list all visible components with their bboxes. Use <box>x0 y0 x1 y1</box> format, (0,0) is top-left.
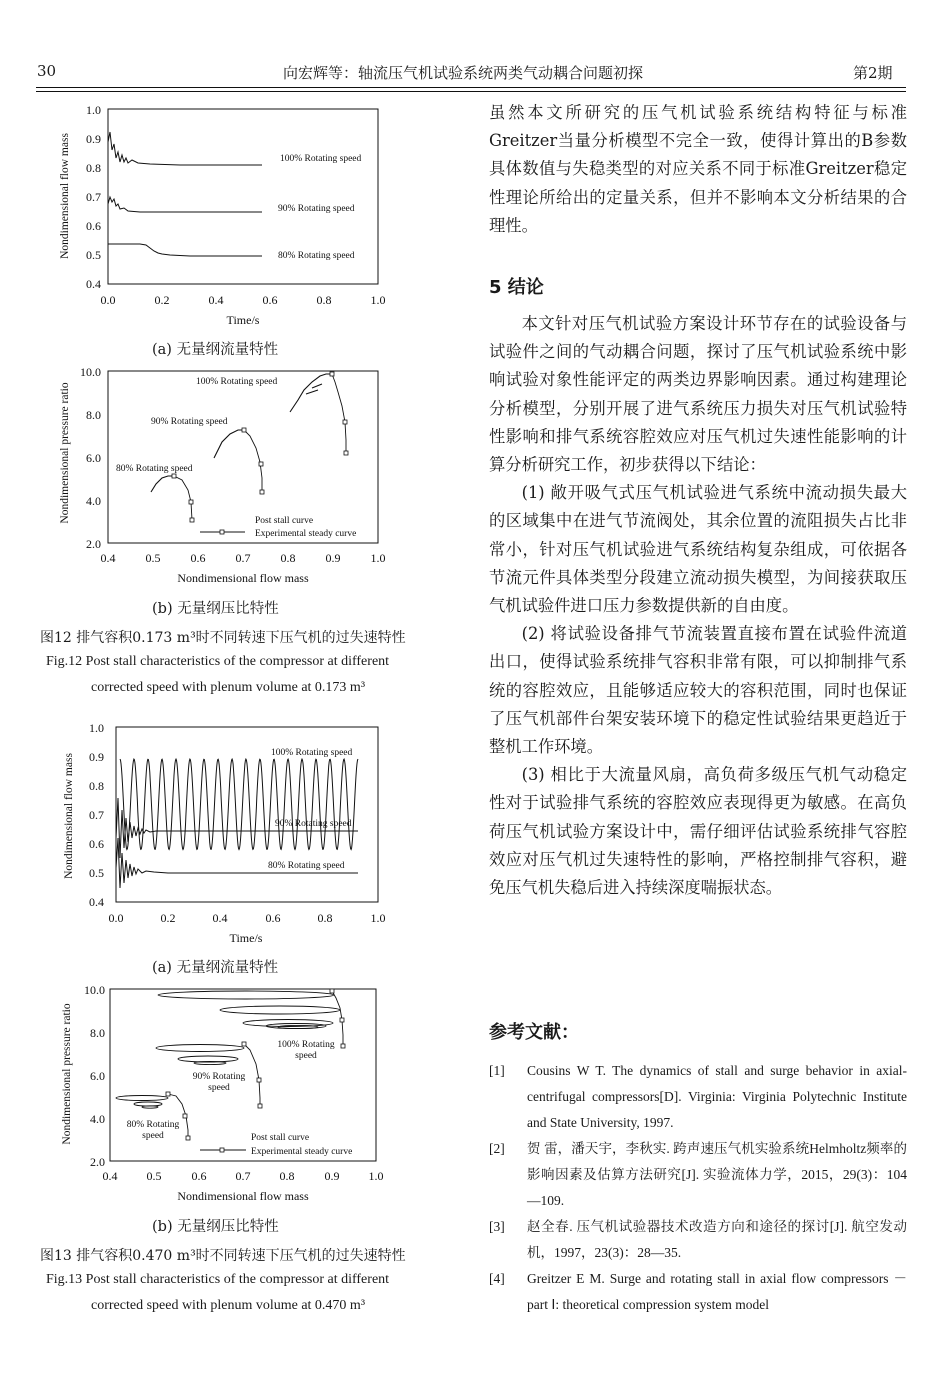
label-line: 100% Rotating <box>277 1040 335 1050</box>
fig12b-post-stall-90 <box>214 430 244 458</box>
fig13b-chart <box>58 980 403 1210</box>
fig13-caption-cn: 图13 排气容积0.470 m³时不同转速下压气机的过失速特性 <box>40 1248 406 1264</box>
y-tick-label: 0.9 <box>89 750 104 764</box>
y-tick-label: 6.0 <box>90 1069 105 1083</box>
fig12b-caption: (b) 无量纲压比特性 <box>152 601 279 617</box>
fig12a-label-100: 100% Rotating speed <box>280 154 362 164</box>
fig13b-yticks <box>84 983 105 1169</box>
fig13b-label-100 <box>277 1040 335 1061</box>
fig12b-plot-frame <box>108 371 378 543</box>
fig12b-chart <box>50 362 400 592</box>
references-title: 参考文献： <box>489 1022 579 1043</box>
fig12b-steady-markers-90 <box>242 428 264 494</box>
fig12b-legend <box>200 516 356 539</box>
y-tick-label: 0.8 <box>89 779 104 793</box>
fig13b-label-90 <box>193 1072 246 1093</box>
fig12b-label-100: 100% Rotating speed <box>196 377 278 387</box>
fig13-caption-en-2: corrected speed with plenum volume at 0.470 m³ <box>91 1298 366 1313</box>
fig13a-ylabel: Nondimensional flow mass <box>63 753 75 879</box>
fig13b-legend <box>200 1133 352 1157</box>
reference-text: 贺 雷，潘天宇，李秋实. 跨声速压气机实验系统Helmholtz频率的影响因素及估算方法研究[J]. 实验流体力学，2015，29(3)：104—109. <box>527 1141 907 1208</box>
fig12a-series-80 <box>108 244 262 256</box>
x-tick-label: 0.5 <box>145 551 161 565</box>
x-tick-label: 0.0 <box>100 293 116 307</box>
x-tick-label: 0.4 <box>212 911 228 925</box>
x-tick-label: 1.0 <box>368 1169 384 1183</box>
x-tick-label: 0.7 <box>235 1169 251 1183</box>
fig12-caption-en-1: Fig.12 Post stall characteristics of the compressor at different <box>46 654 390 669</box>
paragraph: (3) 相比于大流量风扇，高负荷多级压气机气动稳定性对于试验排气系统的容腔效应表现得更为敏感。在高负荷压气机试验方案设计中，需仔细评估试验系统排气容腔效应对压气机过失速特性的影响，严格控制排气容积，避免压气机失稳后进入持续深度喘振状态。 <box>489 765 907 898</box>
fig12b-label-80: 80% Rotating speed <box>116 464 193 474</box>
fig13b-xticks <box>103 1169 384 1183</box>
fig12a-caption: (a) 无量纲流量特性 <box>152 342 279 358</box>
x-tick-label: 0.8 <box>316 293 332 307</box>
x-tick-label: 0.6 <box>265 911 281 925</box>
label-line: 80% Rotating <box>126 1120 180 1130</box>
x-tick-label: 0.2 <box>160 911 176 925</box>
fig13a-chart <box>58 718 403 953</box>
paragraph: 虽然本文所研究的压气机试验系统结构特征与标准Greitzer当量分析模型不完全一致，使得计算出的B参数具体数值与失稳类型的对应关系不同于标准Greitzer稳定性理论所给出的定量关系，但并不影响本文分析结果的合理性。 <box>489 103 907 235</box>
fig13a-label-90: 90% Rotating speed <box>275 819 352 829</box>
fig12b-ylabel: Nondimensional pressure ratio <box>59 382 71 524</box>
y-tick-label: 4.0 <box>86 494 101 508</box>
x-tick-label: 0.6 <box>190 551 206 565</box>
paragraph: (1) 敞开吸气式压气机试验进气系统中流动损失最大的区域集中在进气节流阀处，其余位置的流阻损失占比非常小，针对压气机试验进气系统结构复杂组成，可依据各节流元件具体类型分段建立流动损失模型，为间接获取压气机试验件进口压力参数提供新的自由度。 <box>489 483 907 616</box>
y-tick-label: 0.7 <box>86 190 101 204</box>
y-tick-label: 0.8 <box>86 161 101 175</box>
y-tick-label: 8.0 <box>90 1026 105 1040</box>
x-tick-label: 0.7 <box>235 551 251 565</box>
fig12a-yticks <box>86 103 101 291</box>
x-tick-label: 0.5 <box>146 1169 162 1183</box>
y-tick-label: 0.5 <box>86 248 101 262</box>
fig13b-xlabel: Nondimensional flow mass <box>177 1189 309 1203</box>
x-tick-label: 0.9 <box>325 551 341 565</box>
x-tick-label: 1.0 <box>370 293 386 307</box>
fig13a-label-100: 100% Rotating speed <box>271 748 353 758</box>
running-title: 向宏辉等：轴流压气机试验系统两类气动耦合问题初探 <box>283 64 644 82</box>
fig12b-steady-90 <box>244 430 262 492</box>
y-tick-label: 10.0 <box>84 983 105 997</box>
fig13a-label-80: 80% Rotating speed <box>268 861 345 871</box>
header-rule <box>36 87 906 88</box>
x-tick-label: 0.0 <box>108 911 124 925</box>
fig12-caption-cn: 图12 排气容积0.173 m³时不同转速下压气机的过失速特性 <box>40 630 406 646</box>
fig13a-yticks <box>89 721 104 909</box>
y-tick-label: 0.6 <box>89 837 104 851</box>
fig13b-post-stall-90 <box>156 1045 244 1065</box>
y-tick-label: 0.6 <box>86 219 101 233</box>
x-tick-label: 0.8 <box>317 911 333 925</box>
y-tick-label: 6.0 <box>86 451 101 465</box>
label-line: speed <box>208 1083 230 1093</box>
fig12b-label-90: 90% Rotating speed <box>151 417 228 427</box>
fig12b-post-stall-80 <box>151 476 174 492</box>
paragraph: (2) 将试验设备排气节流装置直接布置在试验件流道出口，使得试验系统排气容积非常有限，可以抑制排气系统的容腔效应，且能够适应较大的容积范围，同时也保证了压气机部件台架安装环境下的稳定性试验结果更趋近于整机工作环境。 <box>489 624 907 757</box>
fig13a-series-100 <box>120 759 358 849</box>
reference-item <box>489 1058 907 1136</box>
reference-number: [2] <box>489 1141 505 1156</box>
fig12a-label-80: 80% Rotating speed <box>278 251 355 261</box>
fig13a-xlabel: Time/s <box>229 931 263 945</box>
x-tick-label: 0.6 <box>262 293 278 307</box>
fig13b-caption: (b) 无量纲压比特性 <box>152 1219 279 1235</box>
y-tick-label: 2.0 <box>90 1155 105 1169</box>
fig13b-label-80 <box>127 1120 180 1141</box>
y-tick-label: 1.0 <box>89 721 104 735</box>
fig12b-xticks <box>101 551 386 565</box>
reference-item <box>489 1266 907 1318</box>
intro-paragraph-block <box>489 99 907 240</box>
reference-number: [4] <box>489 1271 505 1286</box>
y-tick-label: 0.9 <box>86 132 101 146</box>
fig13b-post-stall-100 <box>158 991 340 1029</box>
label-line: 90% Rotating <box>192 1072 246 1082</box>
x-tick-label: 0.2 <box>154 293 170 307</box>
x-tick-label: 0.8 <box>279 1169 295 1183</box>
y-tick-label: 2.0 <box>86 537 101 551</box>
conclusion-body <box>489 310 907 902</box>
fig12-caption-en-2: corrected speed with plenum volume at 0.173 m³ <box>91 680 366 695</box>
fig12a-series-90 <box>108 197 262 212</box>
issue-number: 第2期 <box>853 64 893 82</box>
fig12b-post-stall-100 <box>290 374 330 412</box>
header-rule-thin <box>36 91 906 92</box>
reference-text: 赵全春. 压气机试验器技术改造方向和途径的探讨[J]. 航空发动机，1997，23(3)：28—35. <box>527 1219 907 1260</box>
y-tick-label: 0.5 <box>89 866 104 880</box>
fig12a-label-90: 90% Rotating speed <box>278 204 355 214</box>
fig13b-ylabel: Nondimensional pressure ratio <box>61 1003 73 1145</box>
label-line: speed <box>142 1131 164 1141</box>
x-tick-label: 0.4 <box>100 551 116 565</box>
reference-number: [3] <box>489 1219 505 1234</box>
y-tick-label: 8.0 <box>86 408 101 422</box>
fig13b-legend-steady: Experimental steady curve <box>251 1147 353 1157</box>
fig13b-legend-post-stall: Post stall curve <box>251 1133 310 1143</box>
y-tick-label: 0.4 <box>89 895 104 909</box>
fig12a-ylabel: Nondimensional flow mass <box>59 133 71 259</box>
fig12b-steady-markers-100 <box>330 372 348 455</box>
x-tick-label: 0.4 <box>102 1169 118 1183</box>
reference-item <box>489 1214 907 1266</box>
reference-item <box>489 1136 907 1214</box>
fig12b-xlabel: Nondimensional flow mass <box>177 571 309 585</box>
reference-number: [1] <box>489 1063 505 1078</box>
label-line: speed <box>295 1051 317 1061</box>
fig12b-legend-steady: Experimental steady curve <box>255 529 357 539</box>
x-tick-label: 1.0 <box>370 911 386 925</box>
fig13-caption-en-1: Fig.13 Post stall characteristics of the compressor at different <box>46 1272 390 1287</box>
paragraph: 本文针对压气机试验方案设计环节存在的试验设备与试验件之间的气动耦合问题，探讨了压气机试验系统中影响试验对象性能评定的两类边界影响因素。通过构建理论分析模型，分别开展了进气系统压力损失对压气机试验特性影响和排气系统容腔效应对压气机过失速性能影响的计算分析研究工作，初步获得以下结论： <box>489 314 907 475</box>
y-tick-label: 1.0 <box>86 103 101 117</box>
fig13a-xticks <box>109 911 386 925</box>
fig12a-series-100 <box>108 132 262 165</box>
fig12a-chart <box>50 100 400 335</box>
fig12b-steady-100 <box>332 374 346 454</box>
fig12a-xlabel: Time/s <box>226 313 260 327</box>
fig12b-legend-post-stall: Post stall curve <box>255 516 314 526</box>
fig12a-xticks <box>101 293 386 307</box>
fig13b-steady-90 <box>244 1044 260 1108</box>
y-tick-label: 4.0 <box>90 1112 105 1126</box>
section-title: 5 结论 <box>489 277 544 298</box>
x-tick-label: 0.4 <box>208 293 224 307</box>
y-tick-label: 0.7 <box>89 808 104 822</box>
y-tick-label: 10.0 <box>80 365 101 379</box>
x-tick-label: 0.9 <box>324 1169 340 1183</box>
y-tick-label: 0.4 <box>86 277 101 291</box>
x-tick-label: 0.8 <box>280 551 296 565</box>
fig12b-steady-80 <box>174 476 192 520</box>
x-tick-label: 0.6 <box>191 1169 207 1183</box>
fig13a-caption: (a) 无量纲流量特性 <box>152 960 279 976</box>
fig13b-post-stall-80 <box>116 1096 168 1109</box>
reference-text: Greitzer E M. Surge and rotating stall in axial flow compressors － part Ⅰ: theoretical compression system model <box>527 1271 907 1312</box>
reference-text: Cousins W T. The dynamics of stall and surge behavior in axial-centrifugal compressors[D]. Virginia: Virginia Polytechnic Institute and State University, 1997. <box>527 1063 907 1130</box>
page-number: 30 <box>37 62 57 80</box>
x-tick-label: 1.0 <box>370 551 386 565</box>
fig12b-yticks <box>80 365 101 551</box>
